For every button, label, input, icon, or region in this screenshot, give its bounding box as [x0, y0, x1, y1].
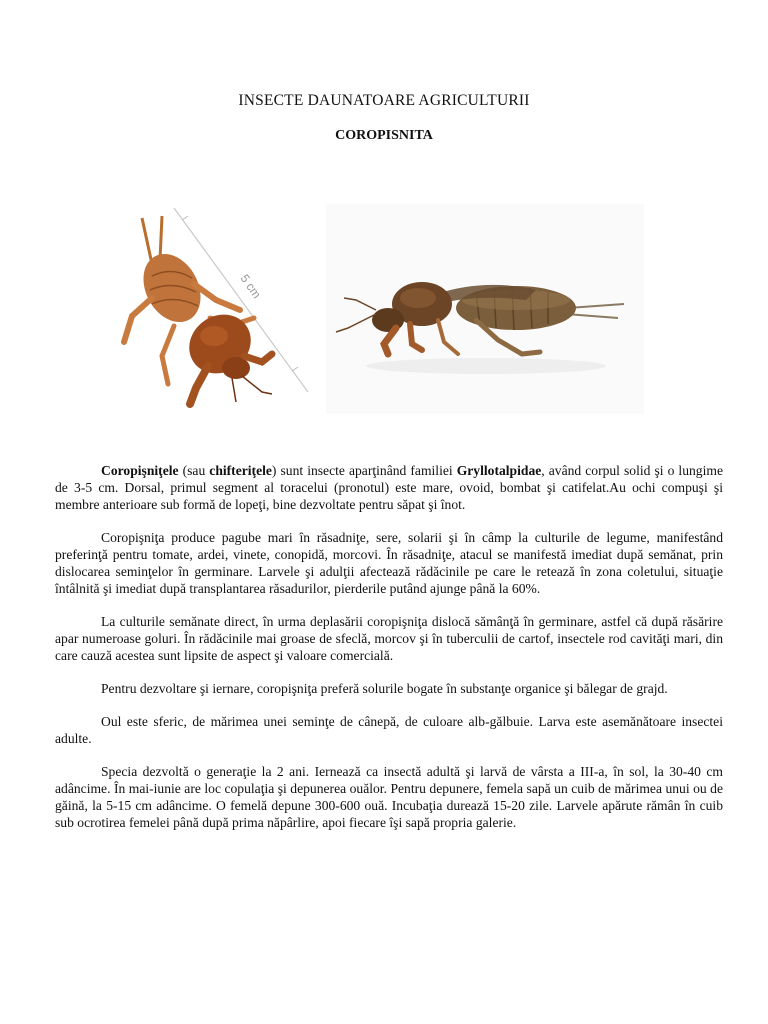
paragraph-damage: Coropişniţa produce pagube mari în răsadniţe, sere, solarii şi în câmp la culturile de legume, manifestând preferinţă pentru tomate, ardei, vinete, conopidă, morcovi. În răsadniţe, atacul se manifestă imediat după semănat, prin dislocarea seminţelor în germinare. Larvele şi adulţii afectează rădăcinile pe care le retează în zona coletului, situaţie întâlnită şi imediat după transplantarea răsadurilor, pierderile putând ajunge până la 60%. [55, 530, 723, 596]
paragraph-direct-sowing: La culturile semănate direct, în urma deplasării coropişniţa dislocă sămânţă în germinare, astfel că după răsărire apar numeroase goluri. În rădăcinile mai groase de sfeclă, morcov şi în tuberculii de cartof, insectele rod cavităţi mari, din care cauză acestea sunt lipsite de aspect şi valoare comercială. [55, 614, 723, 663]
mole-cricket-top-view-image [112, 206, 310, 412]
mole-cricket-top-view-drawing [112, 206, 310, 412]
document-subtitle: COROPISNITA [335, 128, 433, 143]
ruler-scale-label: 5 cm [237, 271, 264, 302]
mole-cricket-side-view-drawing [326, 204, 644, 414]
mole-cricket-side-view-image [326, 204, 644, 414]
paragraph-egg-larva: Oul este sferic, de mărimea unei seminţe de cânepă, de culoare alb-gălbuie. Larva este asemănătoare insectei adulte. [55, 714, 723, 746]
term-coropisnitele: Coropişniţele [101, 463, 179, 478]
term-gryllotalpidae: Gryllotalpidae [456, 463, 542, 478]
paragraph-definition: Coropişniţele (sau chifteriţele) sunt insecte aparţinând familiei Gryllotalpidae, având corpul solid şi o lungime de 3-5 cm. Dorsal, primul segment al toracelui (pronotul) este mare, ovoid, bombat şi catifelat.Au ochi compuşi şi membre anterioare sub formă de lopeţi, bine dezvoltate pentru săpat şi înot. [55, 463, 723, 512]
body-text [55, 462, 723, 847]
paragraph-habitat: Pentru dezvoltare şi iernare, coropişniţa preferă solurile bogate în substanţe organice şi bălegar de grajd. [101, 681, 668, 696]
term-chifteritele: chifteriţele [209, 463, 272, 478]
document-title: INSECTE DAUNATOARE AGRICULTURII [238, 92, 530, 109]
paragraph-life-cycle: Specia dezvoltă o generaţie la 2 ani. Iernează ca insectă adultă şi larvă de vârsta a III-a, în sol, la 30-40 cm adâncime. În mai-iunie are loc copulaţia şi depunerea ouălor. Pentru depunere, femela sapă un cuib de mărimea unui ou de găină, la 5-15 cm adâncime. O femelă depune 300-600 ouă. Incubaţia durează 15-20 zile. Larvele apărute rămân în cuib sub ocrotirea femelei până după prima năpârlire, apoi fiecare îşi sapă propria galerie. [55, 764, 723, 830]
